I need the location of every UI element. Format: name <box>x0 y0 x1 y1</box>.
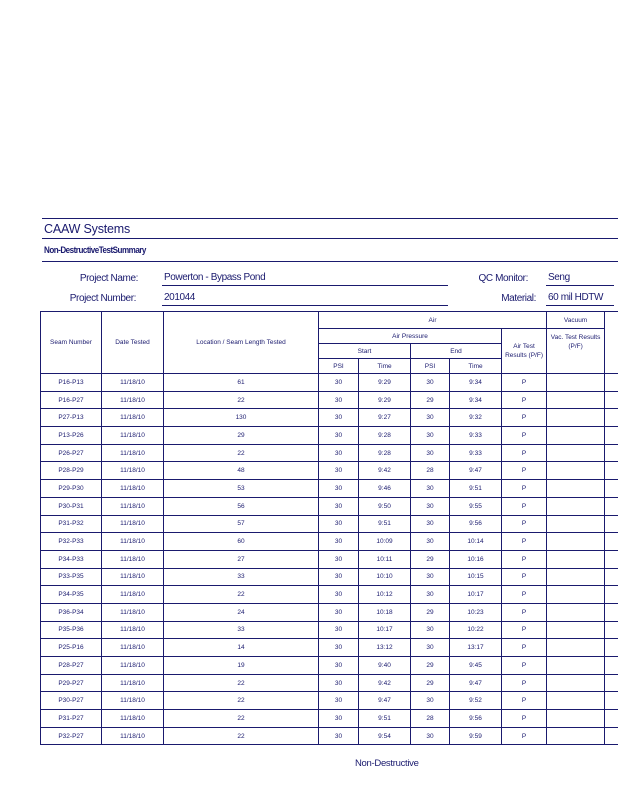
cell-blank <box>605 674 618 692</box>
cell-date-tested: 11/18/10 <box>102 427 164 445</box>
cell-blank <box>605 515 618 533</box>
cell-end-time: 9:34 <box>450 374 502 392</box>
table-row <box>41 374 618 392</box>
cell-end-time: 9:47 <box>450 462 502 480</box>
cell-end-time: 10:14 <box>450 533 502 551</box>
cell-air-test-result: P <box>502 727 547 745</box>
cell-start-psi: 30 <box>319 639 359 657</box>
table-row <box>41 427 618 445</box>
cell-start-psi: 30 <box>319 586 359 604</box>
cell-location-length: 14 <box>164 639 319 657</box>
cell-end-psi: 30 <box>411 409 450 427</box>
cell-seam-number: P30-P31 <box>41 497 102 515</box>
test-summary-table <box>40 311 618 745</box>
cell-end-time: 9:47 <box>450 674 502 692</box>
table-row <box>41 710 618 728</box>
material-value: 60 mil HDTW <box>546 292 614 306</box>
cell-end-time: 9:33 <box>450 427 502 445</box>
cell-air-test-result: P <box>502 603 547 621</box>
cell-blank <box>605 480 618 498</box>
cell-location-length: 61 <box>164 374 319 392</box>
cell-end-psi: 29 <box>411 674 450 692</box>
company-name: CAAW Systems <box>44 222 131 236</box>
cell-start-psi: 30 <box>319 497 359 515</box>
cell-air-test-result: P <box>502 391 547 409</box>
cell-end-psi: 30 <box>411 639 450 657</box>
cell-vac-test-result <box>547 550 605 568</box>
cell-date-tested: 11/18/10 <box>102 497 164 515</box>
cell-end-psi: 29 <box>411 603 450 621</box>
cell-date-tested: 11/18/10 <box>102 603 164 621</box>
cell-vac-test-result <box>547 639 605 657</box>
cell-location-length: 130 <box>164 409 319 427</box>
cell-seam-number: P28-P29 <box>41 462 102 480</box>
cell-seam-number: P32-P27 <box>41 727 102 745</box>
cell-start-time: 10:10 <box>359 568 411 586</box>
cell-date-tested: 11/18/10 <box>102 550 164 568</box>
qc-monitor-label: QC Monitor: <box>478 273 528 284</box>
cell-vac-test-result <box>547 657 605 675</box>
table-row <box>41 603 618 621</box>
cell-end-psi: 30 <box>411 427 450 445</box>
cell-vac-test-result <box>547 533 605 551</box>
col-seam-number: Seam Number <box>41 312 102 374</box>
top-rule-2 <box>42 238 618 239</box>
cell-start-time: 13:12 <box>359 639 411 657</box>
cell-vac-test-result <box>547 603 605 621</box>
cell-end-psi: 28 <box>411 462 450 480</box>
cell-blank <box>605 568 618 586</box>
cell-end-time: 9:56 <box>450 515 502 533</box>
col-blank <box>605 312 618 374</box>
table-row <box>41 462 618 480</box>
cell-seam-number: P31-P32 <box>41 515 102 533</box>
cell-end-time: 9:56 <box>450 710 502 728</box>
cell-end-psi: 30 <box>411 497 450 515</box>
cell-start-time: 10:09 <box>359 533 411 551</box>
cell-start-time: 9:51 <box>359 710 411 728</box>
col-vac-test-results: Vac. Test Results (P/F) <box>547 329 605 374</box>
cell-end-time: 9:33 <box>450 444 502 462</box>
cell-end-psi: 30 <box>411 692 450 710</box>
cell-seam-number: P13-P26 <box>41 427 102 445</box>
cell-date-tested: 11/18/10 <box>102 374 164 392</box>
cell-start-psi: 30 <box>319 374 359 392</box>
cell-end-time: 9:51 <box>450 480 502 498</box>
project-number-value: 201044 <box>162 292 448 306</box>
cell-end-psi: 30 <box>411 533 450 551</box>
cell-blank <box>605 374 618 392</box>
cell-air-test-result: P <box>502 621 547 639</box>
cell-location-length: 22 <box>164 674 319 692</box>
cell-air-test-result: P <box>502 550 547 568</box>
page-footer: Non-Destructive <box>355 758 419 769</box>
cell-blank <box>605 427 618 445</box>
table-row <box>41 674 618 692</box>
project-name-label: Project Name: <box>79 273 138 284</box>
cell-vac-test-result <box>547 444 605 462</box>
end-psi-header: PSI <box>411 359 450 374</box>
cell-end-psi: 30 <box>411 444 450 462</box>
table-row <box>41 586 618 604</box>
group-vacuum: Vacuum <box>547 312 605 329</box>
cell-blank <box>605 550 618 568</box>
cell-vac-test-result <box>547 568 605 586</box>
project-name-value: Powerton - Bypass Pond <box>162 272 448 286</box>
cell-start-psi: 30 <box>319 515 359 533</box>
top-rule-1 <box>42 218 618 219</box>
cell-blank <box>605 462 618 480</box>
cell-start-time: 9:51 <box>359 515 411 533</box>
table-row <box>41 621 618 639</box>
col-air-test-results: Air Test Results (P/F) <box>502 329 547 374</box>
cell-start-time: 10:18 <box>359 603 411 621</box>
cell-location-length: 33 <box>164 621 319 639</box>
cell-end-psi: 30 <box>411 480 450 498</box>
cell-vac-test-result <box>547 692 605 710</box>
table-row <box>41 391 618 409</box>
table-row <box>41 409 618 427</box>
cell-seam-number: P16-P13 <box>41 374 102 392</box>
cell-end-time: 10:15 <box>450 568 502 586</box>
table-row <box>41 497 618 515</box>
cell-air-test-result: P <box>502 692 547 710</box>
cell-date-tested: 11/18/10 <box>102 674 164 692</box>
cell-start-time: 9:42 <box>359 674 411 692</box>
cell-air-test-result: P <box>502 462 547 480</box>
cell-blank <box>605 727 618 745</box>
cell-end-psi: 30 <box>411 727 450 745</box>
cell-blank <box>605 586 618 604</box>
start-header: Start <box>319 344 411 359</box>
project-number-label: Project Number: <box>69 293 136 304</box>
cell-seam-number: P29-P27 <box>41 674 102 692</box>
cell-end-psi: 29 <box>411 391 450 409</box>
cell-start-psi: 30 <box>319 621 359 639</box>
cell-start-psi: 30 <box>319 550 359 568</box>
cell-location-length: 53 <box>164 480 319 498</box>
cell-blank <box>605 639 618 657</box>
cell-seam-number: P36-P34 <box>41 603 102 621</box>
cell-start-psi: 30 <box>319 462 359 480</box>
cell-start-psi: 30 <box>319 727 359 745</box>
cell-end-time: 10:16 <box>450 550 502 568</box>
cell-location-length: 22 <box>164 710 319 728</box>
cell-end-time: 13:17 <box>450 639 502 657</box>
cell-date-tested: 11/18/10 <box>102 409 164 427</box>
cell-end-time: 9:32 <box>450 409 502 427</box>
top-rule-3 <box>42 261 618 262</box>
qc-monitor-value: Seng <box>546 272 614 286</box>
air-pressure-header: Air Pressure <box>319 329 502 344</box>
cell-seam-number: P34-P35 <box>41 586 102 604</box>
cell-air-test-result: P <box>502 444 547 462</box>
table-row <box>41 480 618 498</box>
cell-blank <box>605 391 618 409</box>
cell-vac-test-result <box>547 480 605 498</box>
col-location: Location / Seam Length Tested <box>164 312 319 374</box>
cell-location-length: 29 <box>164 427 319 445</box>
cell-end-time: 10:23 <box>450 603 502 621</box>
cell-end-time: 10:17 <box>450 586 502 604</box>
cell-date-tested: 11/18/10 <box>102 568 164 586</box>
cell-location-length: 22 <box>164 391 319 409</box>
cell-start-time: 9:28 <box>359 427 411 445</box>
cell-date-tested: 11/18/10 <box>102 692 164 710</box>
table-row <box>41 444 618 462</box>
cell-air-test-result: P <box>502 533 547 551</box>
cell-end-time: 9:59 <box>450 727 502 745</box>
table-row <box>41 727 618 745</box>
group-air: Air <box>319 312 547 329</box>
cell-vac-test-result <box>547 427 605 445</box>
cell-location-length: 22 <box>164 727 319 745</box>
cell-start-psi: 30 <box>319 568 359 586</box>
cell-date-tested: 11/18/10 <box>102 586 164 604</box>
cell-end-psi: 30 <box>411 374 450 392</box>
cell-start-psi: 30 <box>319 480 359 498</box>
cell-vac-test-result <box>547 462 605 480</box>
cell-air-test-result: P <box>502 409 547 427</box>
cell-start-time: 10:12 <box>359 586 411 604</box>
cell-start-psi: 30 <box>319 710 359 728</box>
cell-vac-test-result <box>547 497 605 515</box>
cell-start-time: 9:46 <box>359 480 411 498</box>
cell-vac-test-result <box>547 586 605 604</box>
cell-end-psi: 29 <box>411 550 450 568</box>
cell-seam-number: P34-P33 <box>41 550 102 568</box>
cell-air-test-result: P <box>502 710 547 728</box>
col-date-tested: Date Tested <box>102 312 164 374</box>
cell-date-tested: 11/18/10 <box>102 657 164 675</box>
cell-vac-test-result <box>547 674 605 692</box>
cell-start-psi: 30 <box>319 409 359 427</box>
end-time-header: Time <box>450 359 502 374</box>
cell-start-psi: 30 <box>319 692 359 710</box>
cell-air-test-result: P <box>502 639 547 657</box>
table-row <box>41 515 618 533</box>
cell-start-time: 9:40 <box>359 657 411 675</box>
cell-end-psi: 28 <box>411 710 450 728</box>
cell-vac-test-result <box>547 391 605 409</box>
cell-blank <box>605 710 618 728</box>
cell-blank <box>605 603 618 621</box>
cell-start-psi: 30 <box>319 674 359 692</box>
cell-seam-number: P25-P16 <box>41 639 102 657</box>
cell-blank <box>605 444 618 462</box>
cell-date-tested: 11/18/10 <box>102 515 164 533</box>
cell-seam-number: P28-P27 <box>41 657 102 675</box>
cell-location-length: 27 <box>164 550 319 568</box>
cell-air-test-result: P <box>502 568 547 586</box>
cell-seam-number: P26-P27 <box>41 444 102 462</box>
cell-start-psi: 30 <box>319 427 359 445</box>
cell-seam-number: P32-P33 <box>41 533 102 551</box>
cell-date-tested: 11/18/10 <box>102 391 164 409</box>
cell-seam-number: P33-P35 <box>41 568 102 586</box>
cell-start-time: 9:29 <box>359 374 411 392</box>
material-label: Material: <box>501 293 536 304</box>
cell-end-psi: 30 <box>411 621 450 639</box>
cell-start-time: 9:47 <box>359 692 411 710</box>
cell-seam-number: P16-P27 <box>41 391 102 409</box>
cell-start-time: 9:27 <box>359 409 411 427</box>
cell-blank <box>605 621 618 639</box>
cell-start-time: 10:11 <box>359 550 411 568</box>
cell-location-length: 56 <box>164 497 319 515</box>
cell-start-psi: 30 <box>319 657 359 675</box>
cell-location-length: 57 <box>164 515 319 533</box>
cell-end-psi: 30 <box>411 568 450 586</box>
table-row <box>41 692 618 710</box>
report-subtitle: Non-DestructiveTestSummary <box>44 245 146 256</box>
cell-blank <box>605 657 618 675</box>
table-row <box>41 550 618 568</box>
cell-end-time: 9:45 <box>450 657 502 675</box>
cell-date-tested: 11/18/10 <box>102 480 164 498</box>
cell-date-tested: 11/18/10 <box>102 639 164 657</box>
cell-blank <box>605 497 618 515</box>
cell-seam-number: P31-P27 <box>41 710 102 728</box>
cell-seam-number: P30-P27 <box>41 692 102 710</box>
table-row <box>41 639 618 657</box>
cell-end-psi: 29 <box>411 657 450 675</box>
cell-seam-number: P35-P36 <box>41 621 102 639</box>
cell-blank <box>605 692 618 710</box>
cell-date-tested: 11/18/10 <box>102 621 164 639</box>
start-psi-header: PSI <box>319 359 359 374</box>
table-row <box>41 533 618 551</box>
cell-end-time: 10:22 <box>450 621 502 639</box>
cell-location-length: 33 <box>164 568 319 586</box>
cell-date-tested: 11/18/10 <box>102 727 164 745</box>
cell-start-time: 9:29 <box>359 391 411 409</box>
cell-location-length: 19 <box>164 657 319 675</box>
cell-location-length: 22 <box>164 692 319 710</box>
cell-air-test-result: P <box>502 427 547 445</box>
cell-start-time: 10:17 <box>359 621 411 639</box>
cell-start-time: 9:28 <box>359 444 411 462</box>
cell-date-tested: 11/18/10 <box>102 462 164 480</box>
table-row <box>41 657 618 675</box>
end-header: End <box>411 344 502 359</box>
cell-start-psi: 30 <box>319 391 359 409</box>
cell-date-tested: 11/18/10 <box>102 444 164 462</box>
cell-date-tested: 11/18/10 <box>102 533 164 551</box>
cell-end-time: 9:34 <box>450 391 502 409</box>
cell-air-test-result: P <box>502 497 547 515</box>
cell-start-time: 9:54 <box>359 727 411 745</box>
cell-vac-test-result <box>547 409 605 427</box>
cell-air-test-result: P <box>502 374 547 392</box>
cell-location-length: 60 <box>164 533 319 551</box>
cell-vac-test-result <box>547 374 605 392</box>
cell-air-test-result: P <box>502 586 547 604</box>
cell-location-length: 22 <box>164 586 319 604</box>
cell-vac-test-result <box>547 727 605 745</box>
cell-air-test-result: P <box>502 657 547 675</box>
cell-start-psi: 30 <box>319 444 359 462</box>
cell-start-psi: 30 <box>319 603 359 621</box>
cell-air-test-result: P <box>502 674 547 692</box>
cell-start-psi: 30 <box>319 533 359 551</box>
cell-air-test-result: P <box>502 515 547 533</box>
table-row <box>41 568 618 586</box>
cell-seam-number: P29-P30 <box>41 480 102 498</box>
cell-end-time: 9:55 <box>450 497 502 515</box>
cell-location-length: 24 <box>164 603 319 621</box>
cell-end-psi: 30 <box>411 515 450 533</box>
cell-end-psi: 30 <box>411 586 450 604</box>
cell-start-time: 9:50 <box>359 497 411 515</box>
cell-location-length: 48 <box>164 462 319 480</box>
cell-end-time: 9:52 <box>450 692 502 710</box>
cell-location-length: 22 <box>164 444 319 462</box>
cell-air-test-result: P <box>502 480 547 498</box>
cell-blank <box>605 409 618 427</box>
cell-vac-test-result <box>547 710 605 728</box>
cell-vac-test-result <box>547 621 605 639</box>
cell-seam-number: P27-P13 <box>41 409 102 427</box>
cell-blank <box>605 533 618 551</box>
cell-start-time: 9:42 <box>359 462 411 480</box>
cell-vac-test-result <box>547 515 605 533</box>
cell-date-tested: 11/18/10 <box>102 710 164 728</box>
start-time-header: Time <box>359 359 411 374</box>
